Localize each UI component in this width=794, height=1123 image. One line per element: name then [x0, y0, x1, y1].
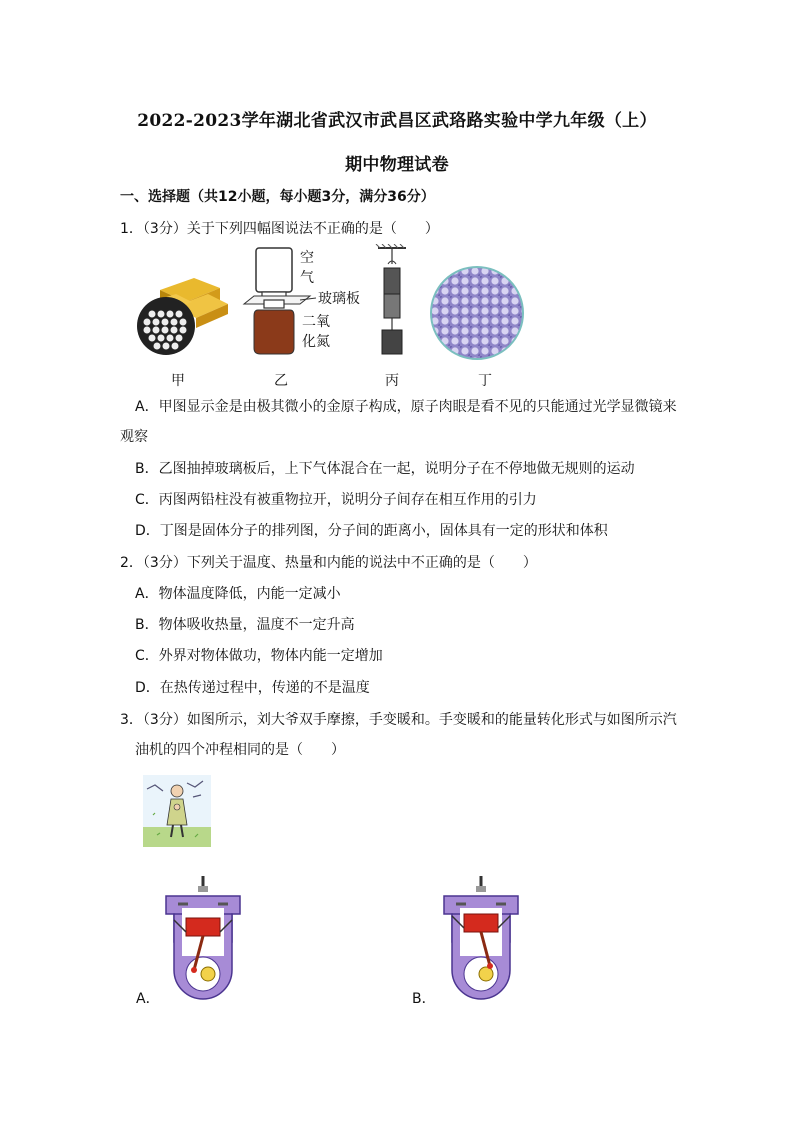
- caption-yi: 乙: [274, 373, 288, 389]
- question-1-stem: 1．（3分）关于下列四幅图说法不正确的是（ ）: [120, 221, 439, 237]
- label-air-1: 空: [300, 250, 314, 266]
- q2-option-b: B．物体吸收热量，温度不一定升高: [135, 617, 355, 633]
- q1-option-d: D．丁图是固体分子的排列图，分子间的距离小，固体具有一定的形状和体积: [135, 523, 608, 539]
- figure-engine-a: [160, 874, 246, 1000]
- q2-option-d: D．在热传递过程中，传递的不是温度: [135, 680, 370, 696]
- question-3-stem-line2: 油机的四个冲程相同的是（ ）: [135, 742, 345, 758]
- q2-option-a: A．物体温度降低，内能一定减小: [135, 586, 341, 602]
- q1-option-b: B．乙图抽掉玻璃板后，上下气体混合在一起，说明分子在不停地做无规则的运动: [135, 461, 635, 477]
- q2-option-c: C．外界对物体做功，物体内能一定增加: [135, 648, 383, 664]
- caption-jia: 甲: [171, 373, 185, 389]
- question-2-stem: 2．（3分）下列关于温度、热量和内能的说法中不正确的是（ ）: [120, 555, 537, 571]
- q1-option-a-line1: A．甲图显示金是由极其微小的金原子构成，原子肉眼是看不见的只能通过光学显微镜来: [135, 399, 677, 415]
- caption-ding: 丁: [478, 373, 492, 389]
- label-no2-2: 化氮: [302, 334, 330, 350]
- figure-ding-solid-molecules: [430, 266, 524, 360]
- figure-bing-lead-cylinders: [374, 244, 410, 359]
- label-no2-1: 二氧: [302, 314, 330, 330]
- q3-option-a-label: A．: [136, 991, 160, 1007]
- section-heading: 一、选择题（共12小题，每小题3分，满分36分）: [120, 189, 435, 205]
- figure-engine-b: [438, 874, 524, 1000]
- label-air-2: 气: [300, 270, 314, 286]
- figure-jia-gold-atoms: [136, 268, 232, 358]
- q1-option-a-line2: 观察: [120, 429, 148, 445]
- exam-title-line2: 期中物理试卷: [345, 155, 449, 175]
- exam-title-line1: 2022-2023学年湖北省武汉市武昌区武珞路实验中学九年级（上）: [137, 111, 657, 131]
- gold-atom-circle: [137, 297, 195, 355]
- figure-man-rubbing-hands: [143, 775, 211, 847]
- q1-option-c: C．丙图两铅柱没有被重物拉开，说明分子间存在相互作用的引力: [135, 492, 537, 508]
- question-3-stem-line1: 3．（3分）如图所示，刘大爷双手摩擦，手变暖和。手变暖和的能量转化形式与如图所示汽: [120, 712, 677, 728]
- q3-option-b-label: B．: [412, 991, 436, 1007]
- caption-bing: 丙: [385, 373, 399, 389]
- label-glass-plate: 玻璃板: [318, 291, 360, 307]
